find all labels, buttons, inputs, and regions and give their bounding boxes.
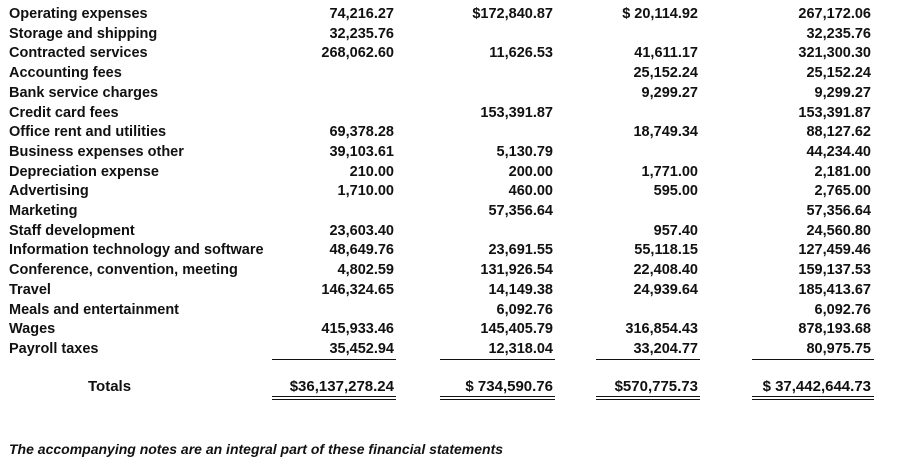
- row-label: Operating expenses: [9, 6, 148, 22]
- row-value-c3: 1,771.00: [641, 163, 698, 180]
- table-row: [0, 142, 919, 162]
- totals-col2: $ 734,590.76: [465, 378, 553, 395]
- row-value-c1: 23,603.40: [329, 222, 394, 239]
- table-row: [0, 201, 919, 221]
- row-value-c4: 2,765.00: [814, 183, 871, 200]
- row-value-c3: 25,152.24: [633, 65, 698, 82]
- row-value-c3: 957.40: [653, 222, 698, 239]
- row-value-c4: 878,193.68: [798, 321, 871, 338]
- subtotal-rule-col3: [596, 359, 700, 360]
- row-value-c2: 460.00: [508, 183, 553, 200]
- row-value-c1: 74,216.27: [329, 6, 394, 22]
- table-row: [0, 24, 919, 44]
- row-value-c2: 57,356.64: [488, 203, 553, 219]
- row-label: Travel: [9, 281, 51, 298]
- row-value-c3: 595.00: [653, 183, 698, 200]
- row-value-c4: 88,127.62: [806, 124, 871, 141]
- table-row: [0, 181, 919, 201]
- row-value-c2: 6,092.76: [496, 301, 553, 318]
- row-value-c2: 131,926.54: [480, 262, 553, 279]
- row-value-c1: 4,802.59: [337, 262, 394, 279]
- row-value-c3: 9,299.27: [641, 84, 698, 101]
- total-double-rule-col1: [272, 396, 396, 400]
- row-label: Advertising: [9, 183, 89, 200]
- row-value-c1: 146,324.65: [321, 281, 394, 298]
- row-value-c1: 39,103.61: [329, 143, 394, 160]
- row-label: Storage and shipping: [9, 25, 158, 42]
- row-label: Credit card fees: [9, 104, 119, 121]
- row-value-c4: 153,391.87: [798, 104, 871, 121]
- row-value-c2: 12,318.04: [488, 340, 553, 357]
- row-value-c4: 57,356.64: [806, 203, 871, 219]
- row-value-c1: 268,062.60: [321, 45, 394, 62]
- row-value-c1: 35,452.94: [329, 340, 394, 357]
- row-label: Marketing: [9, 203, 78, 219]
- row-value-c4: 44,234.40: [806, 143, 871, 160]
- row-value-c2: 153,391.87: [480, 104, 553, 121]
- table-row: [0, 122, 919, 142]
- row-value-c1: 1,710.00: [337, 183, 394, 200]
- row-value-c1: 210.00: [349, 163, 394, 180]
- table-row: [0, 162, 919, 182]
- row-value-c3: 24,939.64: [633, 281, 698, 298]
- totals-col1: $36,137,278.24: [289, 378, 394, 395]
- row-label: Wages: [9, 321, 56, 338]
- row-value-c3: 316,854.43: [625, 321, 698, 338]
- row-value-c3: 33,204.77: [633, 340, 698, 357]
- row-value-c2: 14,149.38: [488, 281, 553, 298]
- row-value-c4: 159,137.53: [798, 262, 871, 279]
- row-value-c3: 55,118.15: [634, 242, 698, 259]
- table-row: [0, 83, 919, 103]
- total-double-rule-col4: [752, 396, 874, 400]
- totals-row: [0, 377, 919, 397]
- table-row: [0, 260, 919, 280]
- table-row: [0, 4, 919, 24]
- row-value-c1: 69,378.28: [329, 124, 394, 141]
- subtotal-rule-col2: [440, 359, 555, 360]
- row-value-c2: 145,405.79: [480, 321, 553, 338]
- row-label: Office rent and utilities: [9, 124, 167, 141]
- row-value-c1: 48,649.76: [329, 242, 394, 259]
- table-row: [0, 43, 919, 63]
- row-label: Bank service charges: [9, 84, 159, 101]
- subtotal-rule-col4: [752, 359, 874, 360]
- row-value-c4: 267,172.06: [798, 6, 871, 22]
- row-label: Conference, convention, meeting: [9, 262, 238, 279]
- row-value-c4: 321,300.30: [798, 45, 871, 62]
- row-label: Payroll taxes: [9, 340, 99, 357]
- row-label: Accounting fees: [9, 65, 122, 82]
- table-row: [0, 339, 919, 359]
- row-value-c2: $172,840.87: [472, 6, 553, 22]
- row-value-c3: 41,611.17: [634, 45, 698, 62]
- row-label: Information technology and software: [9, 242, 264, 259]
- row-value-c4: 80,975.75: [806, 340, 871, 357]
- totals-col3: $570,775.73: [614, 378, 698, 395]
- row-value-c2: 5,130.79: [496, 143, 553, 160]
- subtotal-rule-col1: [272, 359, 396, 360]
- row-value-c1: 415,933.46: [321, 321, 394, 338]
- row-label: Business expenses other: [9, 143, 184, 160]
- row-value-c4: 6,092.76: [814, 301, 871, 318]
- table-row: [0, 221, 919, 241]
- row-value-c2: 11,626.53: [489, 45, 553, 62]
- row-value-c4: 25,152.24: [806, 65, 871, 82]
- table-row: [0, 240, 919, 260]
- totals-label: Totals: [88, 378, 132, 395]
- row-value-c2: 200.00: [508, 163, 553, 180]
- row-value-c3: 18,749.34: [633, 124, 698, 141]
- table-row: [0, 63, 919, 83]
- table-row: [0, 280, 919, 300]
- row-label: Staff development: [9, 222, 135, 239]
- table-row: [0, 103, 919, 123]
- table-row: [0, 300, 919, 320]
- totals-col4: $ 37,442,644.73: [762, 378, 871, 395]
- row-label: Contracted services: [9, 45, 148, 62]
- row-value-c4: 24,560.80: [806, 222, 871, 239]
- row-value-c1: 32,235.76: [329, 25, 394, 42]
- table-row: [0, 319, 919, 339]
- row-value-c4: 185,413.67: [798, 281, 871, 298]
- row-label: Meals and entertainment: [9, 301, 180, 318]
- row-value-c2: 23,691.55: [488, 242, 553, 259]
- statement-footnote: The accompanying notes are an integral part of these financial statements: [9, 441, 504, 457]
- row-value-c4: 127,459.46: [798, 242, 871, 259]
- row-value-c3: $ 20,114.92: [622, 6, 698, 22]
- total-double-rule-col3: [596, 396, 700, 400]
- row-value-c4: 2,181.00: [814, 163, 871, 180]
- row-value-c4: 32,235.76: [806, 25, 871, 42]
- total-double-rule-col2: [440, 396, 555, 400]
- row-value-c3: 22,408.40: [633, 262, 698, 279]
- row-label: Depreciation expense: [9, 163, 159, 180]
- row-value-c4: 9,299.27: [814, 84, 871, 101]
